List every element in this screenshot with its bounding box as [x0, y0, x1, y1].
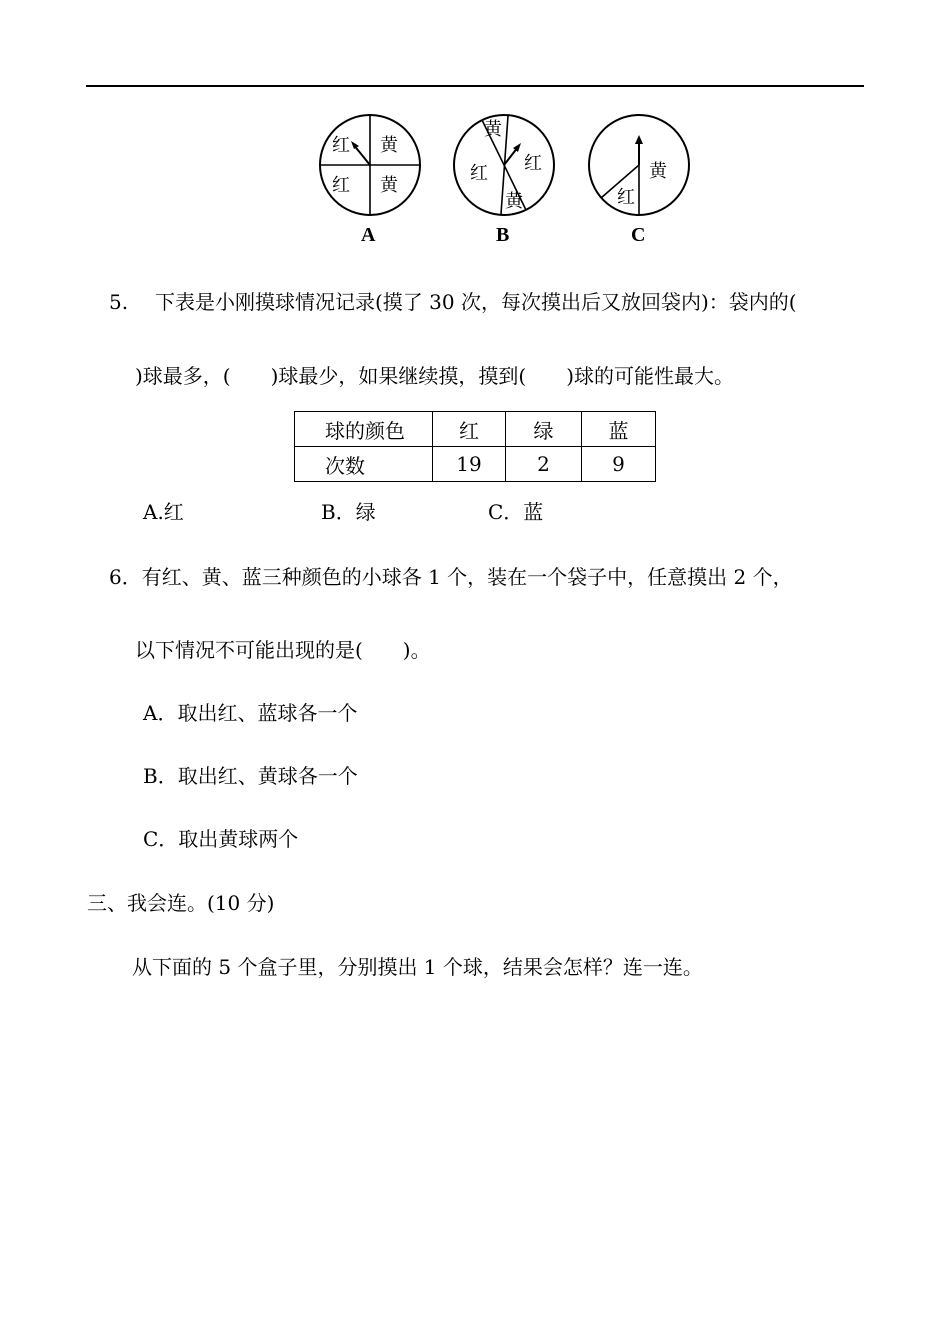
q5-option-c: C．蓝 [488, 500, 544, 524]
q6-option-a: A．取出红、蓝球各一个 [143, 701, 358, 725]
spinner-c-arrowhead [635, 135, 643, 144]
q6-line-1: 6．有红、黄、蓝三种颜色的小球各 1 个，装在一个袋子中，任意摸出 2 个， [109, 565, 793, 589]
table-header-label: 球的颜色 [295, 412, 433, 447]
spinner-c-sector: 红 [617, 187, 635, 208]
spinner-c-caption: C [631, 224, 646, 246]
spinner-c-sector: 黄 [649, 161, 667, 182]
q6-option-b: B．取出红、黄球各一个 [143, 764, 358, 788]
section-3-title: 三、我会连。(10 分) [87, 891, 275, 915]
spinner-b [452, 113, 556, 217]
table-color-red: 红 [433, 412, 506, 447]
table-row [295, 447, 656, 482]
spinner-a [318, 113, 422, 217]
table-color-blue: 蓝 [582, 412, 656, 447]
top-rule [86, 85, 864, 87]
table-color-green: 绿 [506, 412, 582, 447]
spinner-c [587, 113, 691, 217]
spinner-a-arrowhead [351, 141, 359, 149]
table-count-red: 19 [433, 447, 506, 482]
q5-record-table [294, 411, 656, 482]
spinner-a-sector: 红 [332, 175, 350, 196]
spinner-a-sector: 黄 [380, 135, 398, 156]
spinner-a-sector: 红 [332, 135, 350, 156]
spinner-b-sector: 红 [524, 153, 542, 174]
q5-number: 5. [109, 290, 129, 314]
spinner-b-sector: 黄 [505, 191, 523, 212]
spinner-b-caption: B [496, 224, 510, 246]
spinner-a-caption: A [361, 224, 376, 246]
q5-line-2: )球最多，( )球最少，如果继续摸，摸到( )球的可能性最大。 [135, 364, 735, 388]
spinner-a-sector: 黄 [380, 175, 398, 196]
q5-option-a: A.红 [143, 500, 184, 524]
table-count-label: 次数 [295, 447, 433, 482]
table-row [295, 412, 656, 447]
q5-line-1: 下表是小刚摸球情况记录(摸了 30 次，每次摸出后又放回袋内)：袋内的( [155, 290, 797, 314]
spinner-b-sector: 红 [470, 163, 488, 184]
q5-option-b: B．绿 [321, 500, 376, 524]
table-count-blue: 9 [582, 447, 656, 482]
table-count-green: 2 [506, 447, 582, 482]
spinner-b-sector: 黄 [484, 119, 502, 140]
q6-line-2: 以下情况不可能出现的是( )。 [135, 638, 431, 662]
q6-option-c: C．取出黄球两个 [143, 827, 299, 851]
section-3-instruction: 从下面的 5 个盒子里，分别摸出 1 个球，结果会怎样？连一连。 [132, 955, 703, 979]
